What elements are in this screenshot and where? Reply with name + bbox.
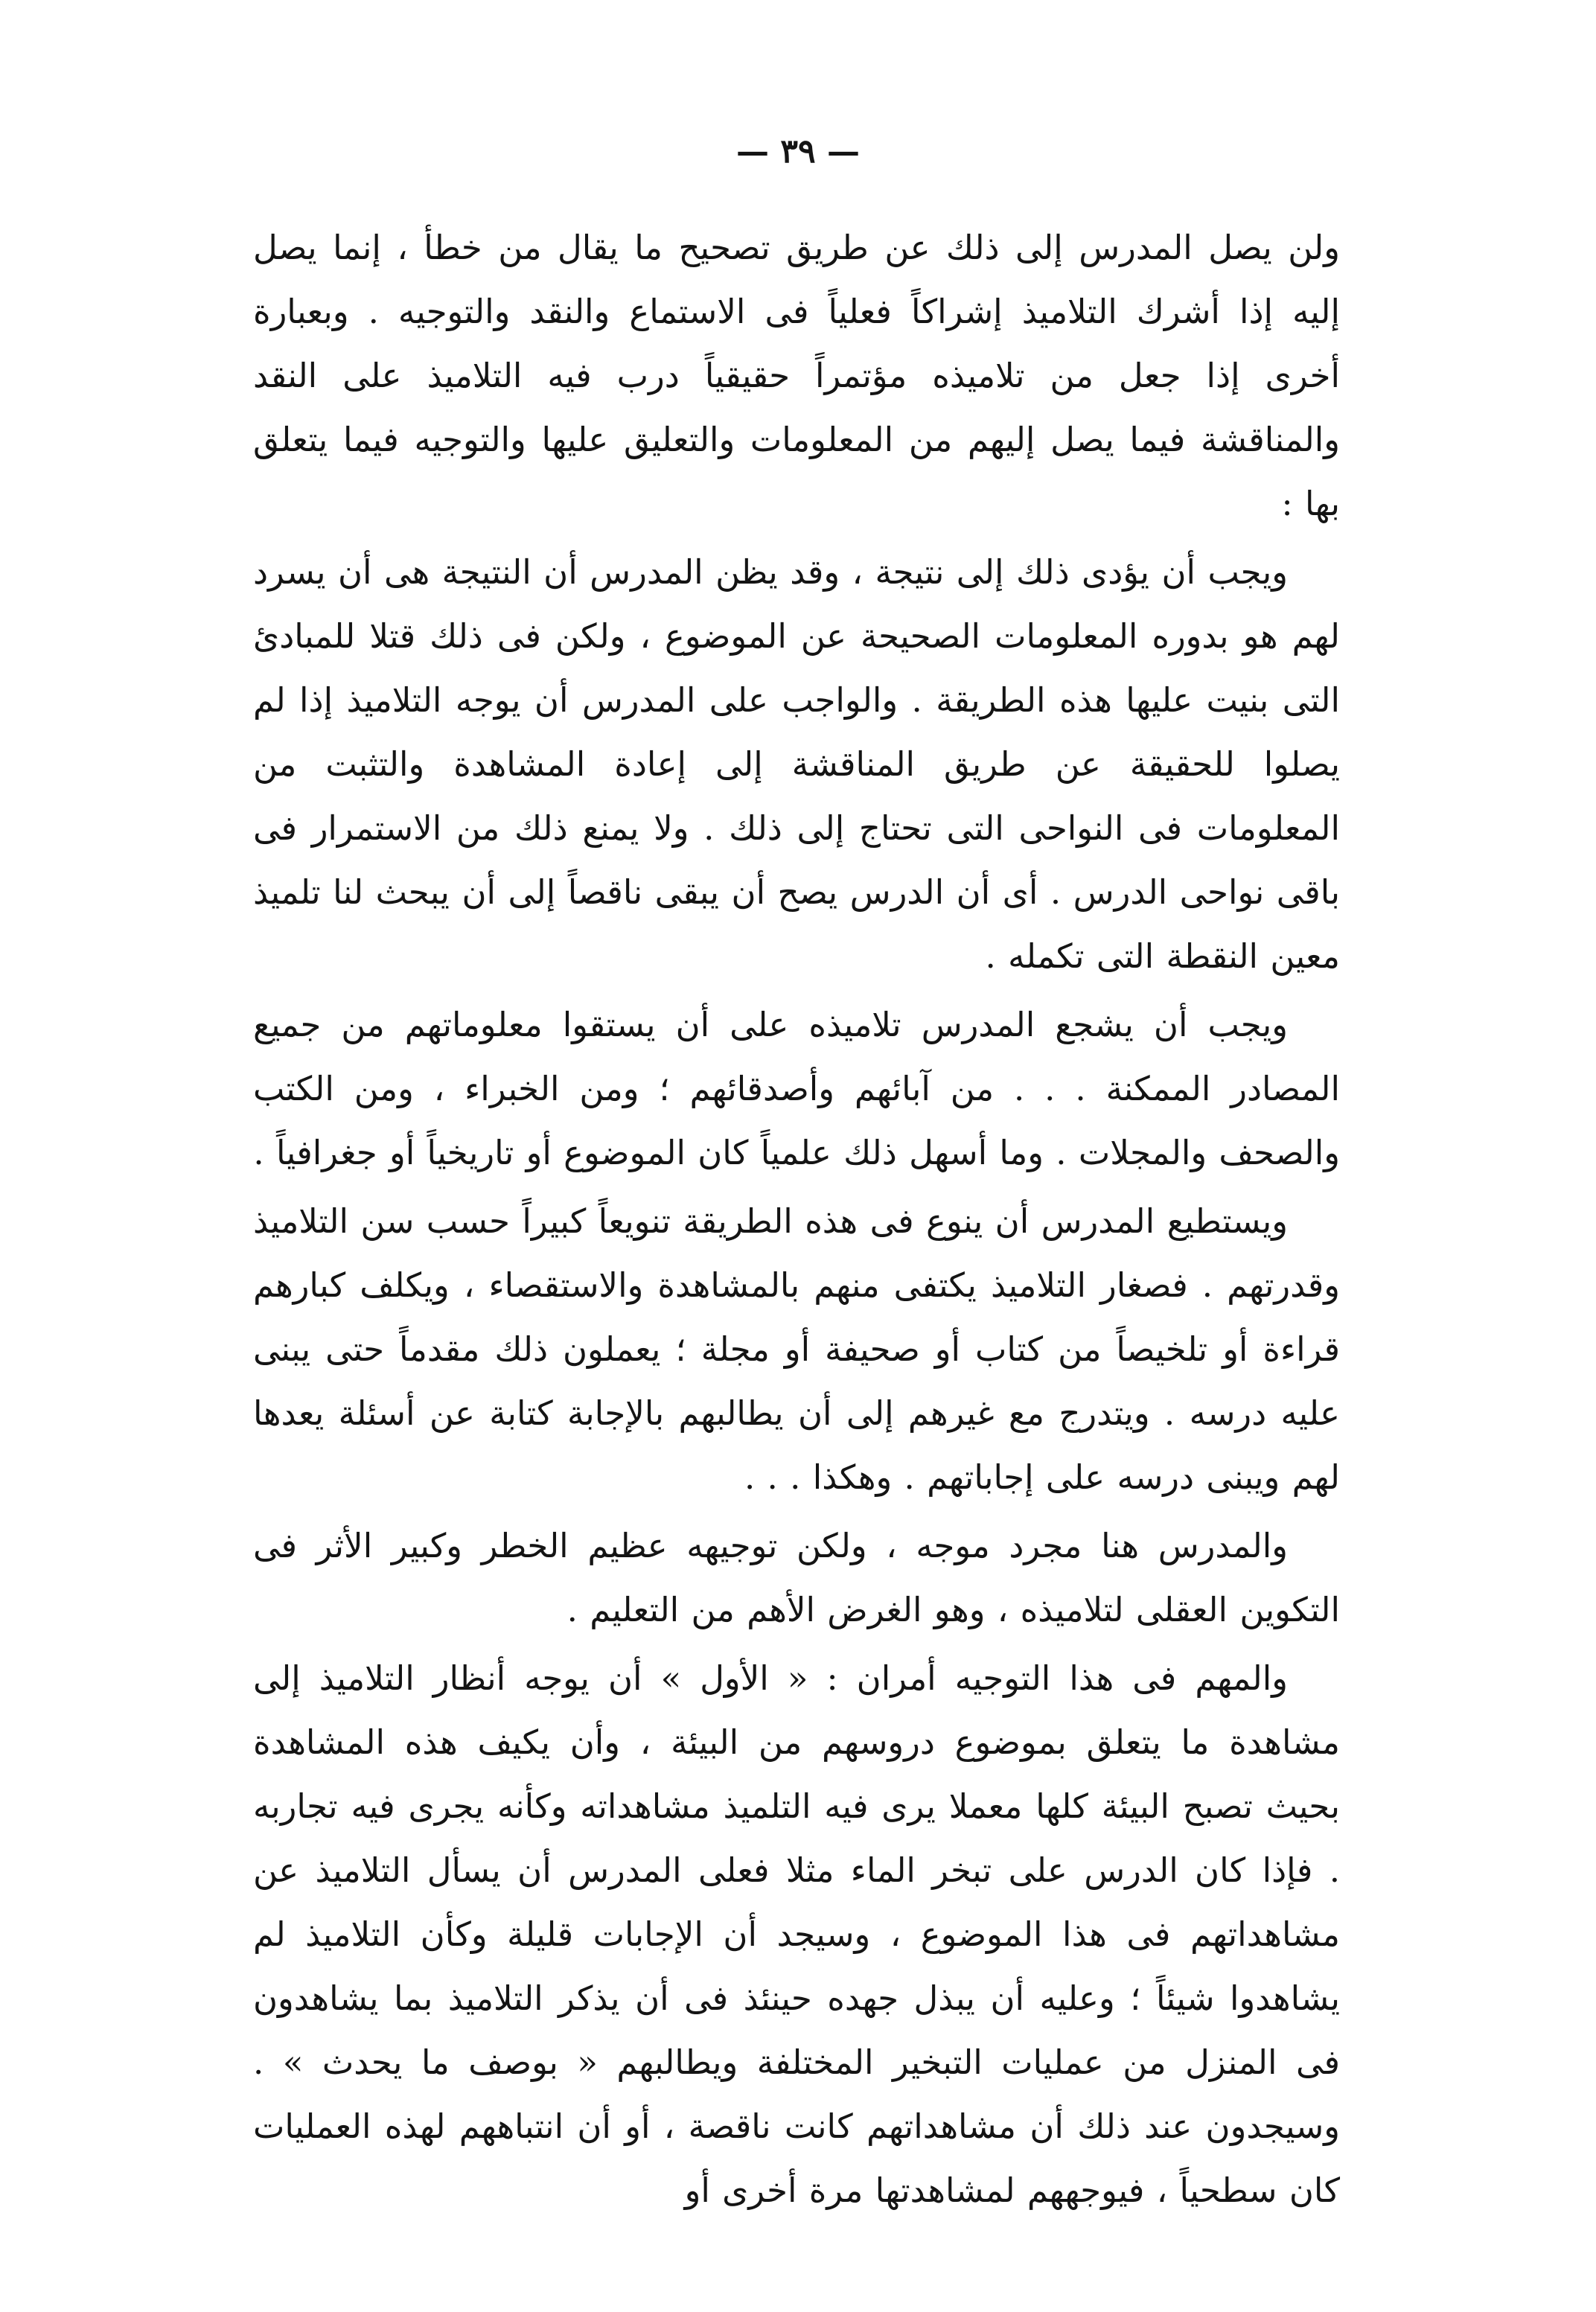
paragraph-2: ويجب أن يؤدى ذلك إلى نتيجة ، وقد يظن المدرس أن النتيجة هى أن يسرد لهم هو بدوره المعلومات الصحيحة عن الموضوع ، ولكن فى ذلك قتلا للمبادئ التى بنيت عليها هذه الطريقة . والواجب على المدرس أن يوجه التلاميذ إذا لم يصلوا للحقيقة عن طريق المناقشة إلى إعادة المشاهدة والتثبت من المعلومات فى النواحى التى تحتاج إلى ذلك . ولا يمنع ذلك من الاستمرار فى باقى نواحى الدرس . أى أن الدرس يصح أن يبقى ناقصاً إلى أن يبحث لنا تلميذ معين النقطة التى تكمله .: [253, 552, 1340, 976]
paragraph-5: والمدرس هنا مجرد موجه ، ولكن توجيهه عظيم الخطر وكبير الأثر فى التكوين العقلى لتلاميذه ، وهو الغرض الأهم من التعليم .: [253, 1526, 1340, 1629]
page-body: [253, 216, 1340, 2223]
page-number: — ٣٩ —: [736, 132, 860, 170]
paragraph-3: ويجب أن يشجع المدرس تلاميذه على أن يستقوا معلوماتهم من جميع المصادر الممكنة . . . من آبائهم وأصدقائهم ؛ ومن الخبراء ، ومن الكتب والصحف والمجلات . وما أسهل ذلك علمياً كان الموضوع أو تاريخياً أو جغرافياً .: [253, 1005, 1340, 1172]
paragraph-1: ولن يصل المدرس إلى ذلك عن طريق تصحيح ما يقال من خطأ ، إنما يصل إليه إذا أشرك التلاميذ إشراكاً فعلياً فى الاستماع والنقد والتوجيه . وبعبارة أخرى إذا جعل من تلاميذه مؤتمراً حقيقياً درب فيه التلاميذ على النقد والمناقشة فيما يصل إليهم من المعلومات والتعليق عليها والتوجيه فيما يتعلق بها :: [253, 228, 1340, 523]
paragraph-6: والمهم فى هذا التوجيه أمران : « الأول » أن يوجه أنظار التلاميذ إلى مشاهدة ما يتعلق بموضوع دروسهم من البيئة ، وأن يكيف هذه المشاهدة بحيث تصبح البيئة كلها معملا يرى فيه التلميذ مشاهداته وكأنه يجرى فيه تجاربه . فإذا كان الدرس على تبخر الماء مثلا فعلى المدرس أن يسأل التلاميذ عن مشاهداتهم فى هذا الموضوع ، وسيجد أن الإجابات قليلة وكأن التلاميذ لم يشاهدوا شيئاً ؛ وعليه أن يبذل جهده حينئذ فى أن يذكر التلاميذ بما يشاهدون فى المنزل من عمليات التبخير المختلفة ويطالبهم « بوصف ما يحدث » . وسيجدون عند ذلك أن مشاهداتهم كانت ناقصة ، أو أن انتباههم لهذه العمليات كان سطحياً ، فيوجههم لمشاهدتها مرة أخرى أو: [253, 1658, 1340, 2210]
paragraph-4: ويستطيع المدرس أن ينوع فى هذه الطريقة تنويعاً كبيراً حسب سن التلاميذ وقدرتهم . فصغار التلاميذ يكتفى منهم بالمشاهدة والاستقصاء ، ويكلف كبارهم قراءة أو تلخيصاً من كتاب أو صحيفة أو مجلة ؛ يعملون ذلك مقدماً حتى يبنى عليه درسه . ويتدرج مع غيرهم إلى أن يطالبهم بالإجابة كتابة عن أسئلة يعدها لهم ويبنى درسه على إجاباتهم . وهكذا . . .: [253, 1201, 1340, 1497]
